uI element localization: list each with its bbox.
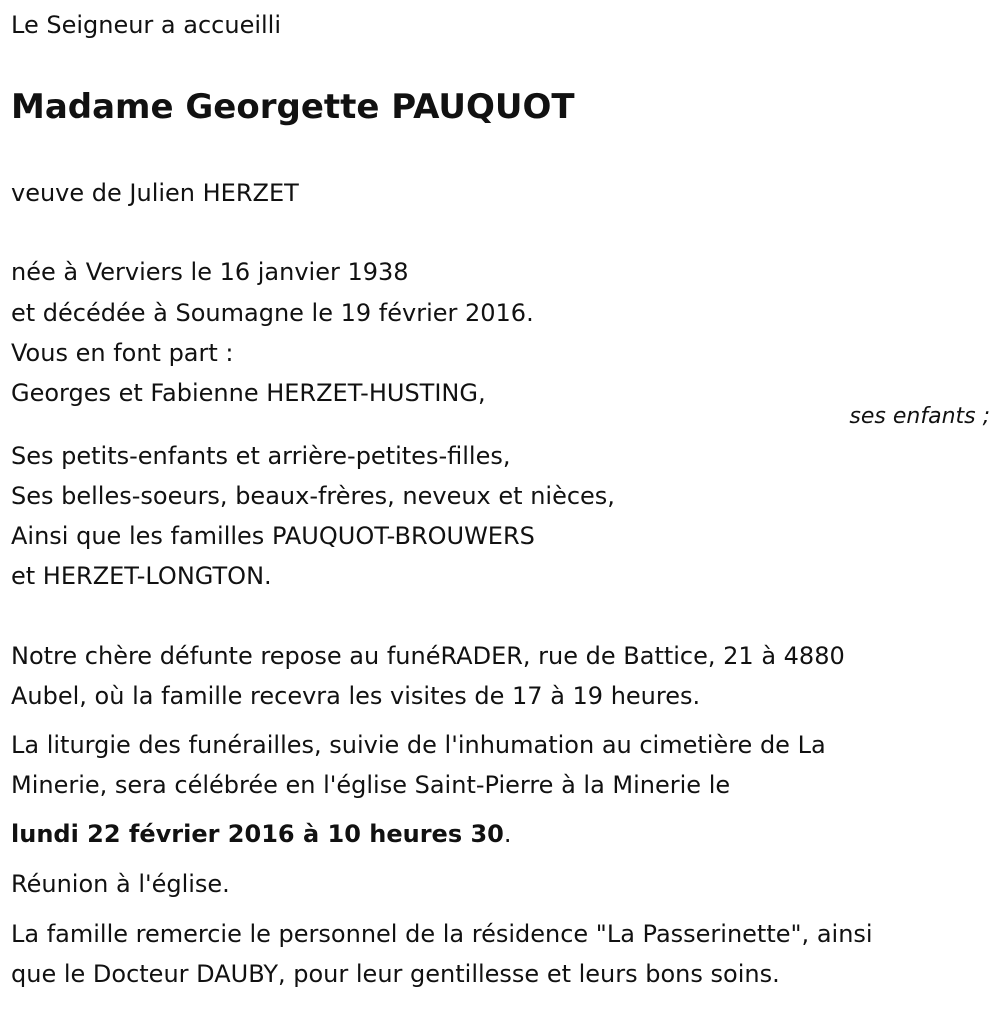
in-laws-text: Ses belles-soeurs, beaux-frères, neveux et nièces, [11, 482, 615, 510]
birth-text: née à Verviers le 16 janvier 1938 [11, 258, 409, 286]
families-line1: Ainsi que les familles PAUQUOT-BROUWERS [11, 522, 535, 550]
repose-line1: Notre chère défunte repose au funéRADER, rue de Battice, 21 à 4880 [11, 642, 845, 670]
repose-line2: Aubel, où la famille recevra les visites de 17 à 19 heures. [11, 682, 701, 710]
liturgy-line2: Minerie, sera célébrée en l'église Saint-Pierre à la Minerie le [11, 771, 731, 799]
deceased-name: Madame Georgette PAUQUOT [11, 87, 575, 127]
meeting-text: Réunion à l'église. [11, 870, 230, 898]
death-text: et décédée à Soumagne le 19 février 2016. [11, 299, 534, 327]
grandchildren-text: Ses petits-enfants et arrière-petites-filles, [11, 442, 511, 470]
ceremony-date [11, 819, 512, 849]
children-note: ses enfants ; [849, 404, 990, 429]
intro-text: Le Seigneur a accueilli [11, 11, 282, 39]
liturgy-line1: La liturgie des funérailles, suivie de l'inhumation au cimetière de La [11, 731, 826, 759]
families-line2: et HERZET-LONGTON. [11, 562, 272, 590]
widow-of-text: veuve de Julien HERZET [11, 179, 299, 207]
ceremony-date-bold: lundi 22 février 2016 à 10 heures 30 [11, 820, 504, 848]
thanks-line2: que le Docteur DAUBY, pour leur gentillesse et leurs bons soins. [11, 960, 780, 988]
ceremony-date-end: . [503, 820, 512, 848]
children-text: Georges et Fabienne HERZET-HUSTING, [11, 379, 486, 407]
thanks-line1: La famille remercie le personnel de la résidence "La Passerinette", ainsi [11, 920, 873, 948]
announcement-text: Vous en font part : [11, 339, 234, 367]
